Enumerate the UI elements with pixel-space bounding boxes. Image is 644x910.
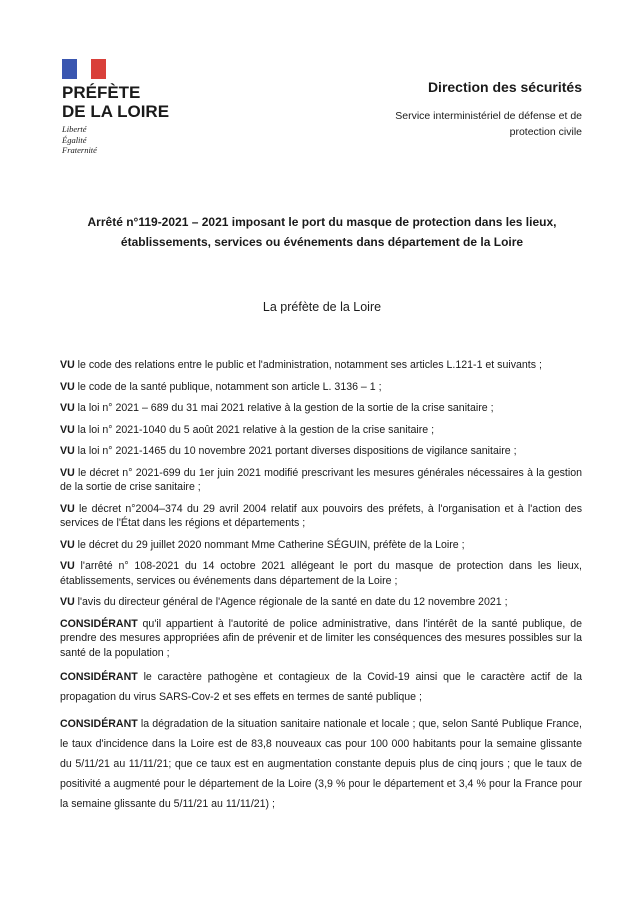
prefecture-line-2: DE LA LOIRE (62, 102, 170, 121)
decree-title-line-2: établissements, services ou événements dans département de la Loire (120, 235, 524, 249)
paragraph-text: le caractère pathogène et contagieux de la Covid-19 ainsi que le caractère actif de la propagation du virus SARS-Cov-2 et ses effets en termes de santé publique ; (60, 671, 582, 703)
prefecture-line-1: PRÉFÈTE (62, 83, 141, 102)
considerant-paragraph (60, 714, 582, 814)
motto-liberte: Liberté (62, 124, 87, 134)
considerant-paragraph (60, 667, 582, 707)
flag-blue-band (62, 59, 77, 79)
considerant-paragraph (60, 617, 582, 661)
paragraph-text: le décret n° 2021-699 du 1er juin 2021 modifié prescrivant les mesures générales nécessaires à la gestion de la sortie de crise sanitaire ; (60, 466, 582, 493)
paragraph-text: la loi n° 2021-1465 du 10 novembre 2021 portant diverses dispositions de vigilance sanitaire ; (74, 445, 517, 457)
paragraph-keyword: VU (60, 596, 75, 608)
paragraph-keyword: CONSIDÉRANT (60, 671, 138, 683)
visa-paragraph (60, 502, 582, 531)
paragraph-keyword: VU (60, 560, 75, 572)
paragraph-text: le décret n°2004–374 du 29 avril 2004 relatif aux pouvoirs des préfets, à l'organisation et à l'action des services de l'État dans les régions et départements ; (60, 502, 582, 529)
decree-body (60, 358, 582, 821)
paragraph-keyword: VU (60, 380, 75, 393)
service-line-1: Service interministériel de défense et de (395, 110, 582, 122)
decree-title (70, 212, 574, 252)
service-line-2: protection civile (509, 126, 582, 138)
flag-white-band (77, 59, 92, 79)
paragraph-keyword: VU (60, 423, 75, 436)
paragraph-text: le code des relations entre le public et l'administration, notamment ses articles L.121-1 et suivants ; (74, 359, 542, 371)
issuing-authority: La préfète de la Loire (262, 300, 382, 314)
paragraph-keyword: VU (60, 466, 75, 479)
paragraph-keyword: VU (60, 502, 75, 515)
visa-paragraph (60, 444, 582, 459)
motto-egalite: Égalité (62, 134, 87, 145)
paragraph-keyword: VU (60, 359, 75, 371)
visa-paragraph (60, 380, 582, 395)
flag-red-band (91, 59, 106, 79)
motto-fraternite: Fraternité (62, 145, 97, 155)
republic-motto (62, 124, 97, 156)
marianne-logo-flag (62, 59, 106, 79)
paragraph-text: l'avis du directeur général de l'Agence régionale de la santé en date du 12 novembre 2021 ; (74, 596, 508, 608)
paragraph-keyword: CONSIDÉRANT (60, 617, 138, 630)
visa-paragraph (60, 559, 582, 588)
paragraph-text: la dégradation de la situation sanitaire nationale et locale ; que, selon Santé Publique France, le taux d'incidence dans la Loire est de 83,8 nouveaux cas pour 100 000 habitants pour la semaine glissante du 5/11/21 au 11/11/21; que ce taux est en augmentation constante depuis plus de cinq jours ; que le taux de positivité a augmenté pour le département de la Loire (3,9 % pour le département et 3,4 % pour la France pour la semaine glissante du 5/11/21 au 11/11/21) ; (60, 718, 582, 810)
paragraph-text: qu'il appartient à l'autorité de police administrative, dans l'intérêt de la santé publique, de prendre des mesures appropriées afin de prévenir et de limiter les conséquences des mesures possibles sur la santé de la population ; (60, 617, 582, 659)
visa-paragraph (60, 595, 582, 610)
visa-paragraph (60, 401, 582, 416)
paragraph-keyword: CONSIDÉRANT (60, 718, 138, 730)
decree-title-line-1: Arrêté n°119-2021 – 2021 imposant le port du masque de protection dans les lieux, (87, 215, 557, 229)
paragraph-keyword: VU (60, 538, 75, 551)
paragraph-text: le décret du 29 juillet 2020 nommant Mme Catherine SÉGUIN, préfète de la Loire ; (74, 538, 465, 551)
paragraph-text: la loi n° 2021-1040 du 5 août 2021 relative à la gestion de la crise sanitaire ; (74, 423, 435, 436)
direction-name: Direction des sécurités (427, 79, 582, 95)
paragraph-text: la loi n° 2021 – 689 du 31 mai 2021 relative à la gestion de la sortie de la crise sanitaire ; (74, 402, 494, 414)
paragraph-keyword: VU (60, 445, 75, 457)
paragraph-text: l'arrêté n° 108-2021 du 14 octobre 2021 allégeant le port du masque de protection dans les lieux, établissements, services ou événements dans département de la Loire ; (60, 560, 582, 587)
prefecture-name (62, 83, 169, 121)
visa-paragraph (60, 538, 582, 553)
visa-paragraph (60, 423, 582, 438)
service-name (352, 108, 582, 140)
visa-paragraph (60, 466, 582, 495)
paragraph-keyword: VU (60, 402, 75, 414)
paragraph-text: le code de la santé publique, notamment son article L. 3136 – 1 ; (74, 380, 382, 393)
visa-paragraph (60, 358, 582, 373)
